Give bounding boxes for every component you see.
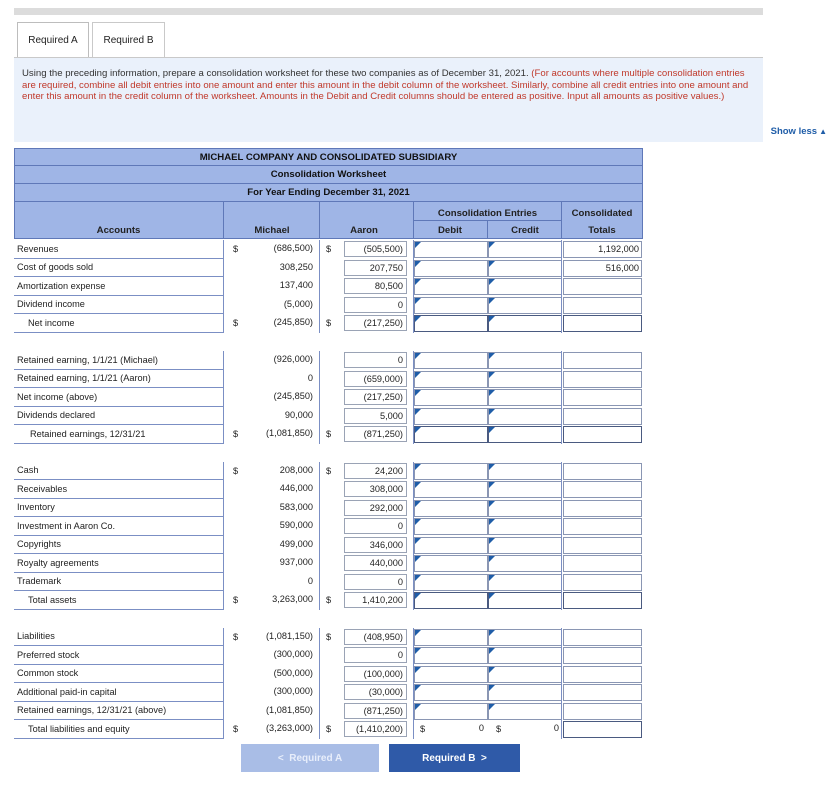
aaron-value: (871,250) xyxy=(344,426,407,442)
credit-input[interactable] xyxy=(488,463,562,480)
worksheet-row xyxy=(14,536,643,555)
flag-icon xyxy=(489,316,495,322)
flag-icon xyxy=(489,685,495,691)
consolidated-total-input[interactable] xyxy=(563,537,642,554)
aaron-value: (505,500) xyxy=(344,241,407,257)
aaron-value: (217,250) xyxy=(344,389,407,405)
credit-input[interactable] xyxy=(488,500,562,517)
flag-icon xyxy=(489,298,495,304)
worksheet-row xyxy=(14,425,643,444)
credit-input[interactable] xyxy=(488,241,562,258)
flag-icon xyxy=(415,685,421,691)
currency-symbol: $ xyxy=(326,724,332,734)
consolidated-total-input[interactable] xyxy=(563,481,642,498)
aaron-value: 207,750 xyxy=(344,260,407,276)
tab-required-a[interactable]: Required A xyxy=(17,22,89,58)
flag-icon xyxy=(489,593,495,599)
triangle-up-icon: ▲ xyxy=(819,127,827,136)
consolidated-total-input[interactable] xyxy=(563,408,642,425)
flag-icon xyxy=(489,261,495,267)
currency-symbol: $ xyxy=(233,244,239,254)
credit-input[interactable] xyxy=(488,555,562,572)
header-divider-4 xyxy=(487,220,488,239)
worksheet-row xyxy=(14,277,643,296)
worksheet-row xyxy=(14,462,643,481)
flag-icon xyxy=(415,593,421,599)
account-label: Common stock xyxy=(14,665,223,684)
currency-symbol: $ xyxy=(326,595,332,605)
michael-value: 590,000 xyxy=(279,520,313,530)
column-divider xyxy=(413,240,414,333)
aaron-value: 440,000 xyxy=(344,555,407,571)
flag-icon xyxy=(415,519,421,525)
credit-input[interactable] xyxy=(488,297,562,314)
column-divider xyxy=(319,462,320,610)
header-aaron: Aaron xyxy=(350,225,378,236)
column-divider xyxy=(319,240,320,333)
aaron-value: 80,500 xyxy=(344,278,407,294)
prev-required-a-button[interactable] xyxy=(241,744,379,772)
michael-value: 499,000 xyxy=(279,538,313,549)
consolidated-total-input[interactable] xyxy=(563,463,642,480)
flag-icon xyxy=(415,279,421,285)
consolidated-total-input[interactable] xyxy=(563,278,642,295)
consolidated-total-input[interactable] xyxy=(563,315,642,332)
aaron-value: 0 xyxy=(344,297,407,313)
consolidated-total-input[interactable] xyxy=(563,647,642,664)
header-debit: Debit xyxy=(438,225,462,236)
show-less-link[interactable] xyxy=(771,126,827,137)
show-less-label: Show less xyxy=(770,126,818,137)
tab-required-b[interactable]: Required B xyxy=(92,22,165,58)
consolidated-total-input[interactable] xyxy=(563,574,642,591)
flag-icon xyxy=(489,575,495,581)
debit-input[interactable] xyxy=(414,352,488,369)
header-consolidation-entries: Consolidation Entries xyxy=(437,208,538,219)
chevron-right-icon: > xyxy=(475,752,487,764)
worksheet-row xyxy=(14,296,643,315)
column-divider xyxy=(561,462,562,610)
worksheet-row xyxy=(14,573,643,592)
instructions-note: (For accounts where multiple consolidation entries are required, combine all debit entries into one amount and enter this amount in the debit column of the worksheet. Similarly, combine all credit entries into one amount and enter this amount in the credit column of the worksheet. Amounts in the Debit and Credit columns should be entered as positive. Input all amounts as positive values.) xyxy=(22,68,749,102)
flag-icon xyxy=(415,575,421,581)
credit-input[interactable] xyxy=(488,518,562,535)
debit-input[interactable] xyxy=(414,297,488,314)
michael-value: (1,081,850) xyxy=(266,704,313,715)
account-label: Dividend income xyxy=(14,296,223,315)
flag-icon xyxy=(489,409,495,415)
account-label: Retained earnings, 12/31/21 xyxy=(14,425,223,444)
worksheet-row xyxy=(14,480,643,499)
account-label: Receivables xyxy=(14,480,223,499)
debit-input[interactable] xyxy=(414,463,488,480)
flag-icon xyxy=(489,630,495,636)
michael-value: 0 xyxy=(307,575,313,586)
flag-icon xyxy=(415,409,421,415)
flag-icon xyxy=(489,519,495,525)
aaron-value: (659,000) xyxy=(344,371,407,387)
michael-value: (1,081,150) xyxy=(266,630,313,641)
credit-input[interactable] xyxy=(488,389,562,406)
credit-input[interactable] xyxy=(488,426,562,443)
worksheet-row xyxy=(14,370,643,389)
account-label: Additional paid-in capital xyxy=(14,683,223,702)
account-label: Trademark xyxy=(14,573,223,592)
currency-symbol: $ xyxy=(420,724,426,734)
debit-input[interactable] xyxy=(414,241,488,258)
worksheet-row xyxy=(14,314,643,333)
account-label: Copyrights xyxy=(14,536,223,555)
debit-input[interactable] xyxy=(414,684,488,701)
next-required-b-button[interactable] xyxy=(389,744,520,772)
aaron-value: 24,200 xyxy=(344,463,407,479)
michael-value: (3,263,000) xyxy=(266,723,313,733)
debit-input[interactable] xyxy=(414,647,488,664)
currency-symbol: $ xyxy=(233,429,239,439)
flag-icon xyxy=(415,501,421,507)
header-divider-2 xyxy=(319,202,320,239)
consolidated-total-input[interactable] xyxy=(563,703,642,720)
consolidated-total-input[interactable] xyxy=(563,666,642,683)
michael-value: (300,000) xyxy=(273,649,313,659)
instructions-main: Using the preceding information, prepare a consolidation worksheet for these two companies as of December 31, 2021. xyxy=(22,68,532,79)
flag-icon xyxy=(415,427,421,433)
worksheet-row xyxy=(14,240,643,259)
account-label: Liabilities xyxy=(14,628,223,647)
header-consolidated: Consolidated xyxy=(571,208,633,219)
debit-input[interactable] xyxy=(414,315,488,332)
worksheet-row xyxy=(14,702,643,721)
credit-input[interactable] xyxy=(488,703,562,720)
michael-value: 0 xyxy=(307,372,313,383)
account-label: Cash xyxy=(14,462,223,481)
michael-value: (500,000) xyxy=(273,667,313,678)
worksheet-row xyxy=(14,499,643,518)
worksheet-row xyxy=(14,259,643,278)
flag-icon xyxy=(415,353,421,359)
aaron-value: (871,250) xyxy=(344,703,407,719)
flag-icon xyxy=(489,482,495,488)
debit-input[interactable] xyxy=(414,371,488,388)
michael-value: 937,000 xyxy=(279,557,313,567)
michael-value: (686,500) xyxy=(273,243,313,253)
credit-input[interactable] xyxy=(488,278,562,295)
currency-symbol: $ xyxy=(326,318,332,328)
credit-input[interactable] xyxy=(488,371,562,388)
flag-icon xyxy=(489,372,495,378)
account-label: Retained earning, 1/1/21 (Aaron) xyxy=(14,370,223,389)
worksheet-row xyxy=(14,683,643,702)
header-credit: Credit xyxy=(511,225,539,236)
worksheet-row xyxy=(14,388,643,407)
aaron-value: (100,000) xyxy=(344,666,407,682)
debit-input[interactable] xyxy=(414,666,488,683)
credit-input[interactable] xyxy=(488,481,562,498)
account-label: Total liabilities and equity xyxy=(14,720,223,739)
column-divider xyxy=(561,351,562,444)
currency-symbol: $ xyxy=(326,429,332,439)
column-divider xyxy=(223,351,224,444)
credit-input[interactable] xyxy=(488,537,562,554)
debit-input[interactable] xyxy=(414,537,488,554)
currency-symbol: $ xyxy=(326,465,332,476)
aaron-value: (408,950) xyxy=(344,629,407,645)
consolidated-total-input[interactable] xyxy=(563,518,642,535)
consolidated-total-input[interactable]: 1,192,000 xyxy=(563,241,642,258)
michael-value: (5,000) xyxy=(283,298,313,309)
consolidated-total-input[interactable] xyxy=(563,629,642,646)
prev-label: Required A xyxy=(289,752,343,764)
consolidated-total-input[interactable] xyxy=(563,555,642,572)
aaron-value: (1,410,200) xyxy=(344,721,407,737)
worksheet-row xyxy=(14,646,643,665)
header-accounts: Accounts xyxy=(96,225,141,236)
worksheet-row xyxy=(14,517,643,536)
flag-icon xyxy=(489,464,495,470)
column-divider xyxy=(319,351,320,444)
currency-symbol: $ xyxy=(326,631,332,642)
consolidated-total-input[interactable] xyxy=(563,297,642,314)
account-label: Retained earning, 1/1/21 (Michael) xyxy=(14,351,223,370)
michael-value: (245,850) xyxy=(273,391,313,401)
aaron-value: 0 xyxy=(344,518,407,534)
header-divider-5 xyxy=(561,202,562,239)
column-divider xyxy=(223,462,224,610)
worksheet-period: For Year Ending December 31, 2021 xyxy=(14,184,643,202)
debit-total: 0 xyxy=(478,723,484,733)
account-label: Amortization expense xyxy=(14,277,223,296)
currency-symbol: $ xyxy=(233,465,239,476)
flag-icon xyxy=(415,556,421,562)
flag-icon xyxy=(489,279,495,285)
account-label: Cost of goods sold xyxy=(14,259,223,278)
currency-symbol: $ xyxy=(233,724,239,734)
flag-icon xyxy=(415,242,421,248)
consolidated-total-input[interactable] xyxy=(563,684,642,701)
header-michael: Michael xyxy=(254,225,290,236)
aaron-value: 308,000 xyxy=(344,481,407,497)
column-divider xyxy=(413,351,414,444)
currency-symbol: $ xyxy=(326,244,332,254)
flag-icon xyxy=(415,372,421,378)
flag-icon xyxy=(415,667,421,673)
credit-input[interactable] xyxy=(488,629,562,646)
debit-input[interactable] xyxy=(414,278,488,295)
debit-input[interactable] xyxy=(414,389,488,406)
worksheet-title: Consolidation Worksheet xyxy=(14,166,643,184)
column-divider xyxy=(413,462,414,610)
michael-value: (1,081,850) xyxy=(266,428,313,438)
aaron-value: 1,410,200 xyxy=(344,592,407,608)
entries-header-divider xyxy=(414,220,562,221)
flag-icon xyxy=(415,298,421,304)
flag-icon xyxy=(489,556,495,562)
credit-total: 0 xyxy=(553,723,559,733)
credit-input[interactable] xyxy=(488,647,562,664)
consolidated-total-input[interactable] xyxy=(563,592,642,609)
flag-icon xyxy=(489,538,495,544)
account-label: Dividends declared xyxy=(14,407,223,426)
flag-icon xyxy=(489,704,495,710)
consolidated-total-input[interactable] xyxy=(563,352,642,369)
account-label: Royalty agreements xyxy=(14,554,223,573)
michael-value: 137,400 xyxy=(279,280,313,290)
credit-input[interactable] xyxy=(488,260,562,277)
top-progress-bar xyxy=(14,8,763,15)
column-divider xyxy=(413,628,414,739)
michael-value: (926,000) xyxy=(273,354,313,364)
consolidated-total-input[interactable] xyxy=(563,721,642,738)
flag-icon xyxy=(489,667,495,673)
flag-icon xyxy=(489,648,495,654)
michael-value: 446,000 xyxy=(279,483,313,493)
flag-icon xyxy=(489,427,495,433)
header-divider-3 xyxy=(413,202,414,239)
michael-value: 583,000 xyxy=(279,501,313,512)
credit-input[interactable] xyxy=(488,352,562,369)
company-title: MICHAEL COMPANY AND CONSOLIDATED SUBSIDIARY xyxy=(14,148,643,166)
aaron-value: 5,000 xyxy=(344,408,407,424)
flag-icon xyxy=(415,538,421,544)
column-divider xyxy=(319,628,320,739)
flag-icon xyxy=(489,390,495,396)
worksheet-row xyxy=(14,554,643,573)
credit-input[interactable] xyxy=(488,408,562,425)
currency-symbol: $ xyxy=(496,724,502,734)
debit-input[interactable] xyxy=(414,574,488,591)
flag-icon xyxy=(415,316,421,322)
flag-icon xyxy=(415,464,421,470)
michael-value: (300,000) xyxy=(273,686,313,696)
currency-symbol: $ xyxy=(233,631,239,642)
credit-input[interactable] xyxy=(488,684,562,701)
currency-symbol: $ xyxy=(233,595,239,605)
debit-input[interactable] xyxy=(414,518,488,535)
debit-input[interactable] xyxy=(414,703,488,720)
account-label: Revenues xyxy=(14,240,223,259)
flag-icon xyxy=(415,390,421,396)
michael-value: 208,000 xyxy=(279,464,313,475)
next-label: Required B xyxy=(422,752,476,764)
michael-value: 3,263,000 xyxy=(272,594,313,604)
debit-input[interactable] xyxy=(414,408,488,425)
debit-input[interactable] xyxy=(414,481,488,498)
credit-input[interactable] xyxy=(488,315,562,332)
account-label: Retained earnings, 12/31/21 (above) xyxy=(14,702,223,721)
debit-input[interactable] xyxy=(414,260,488,277)
aaron-value: 0 xyxy=(344,352,407,368)
credit-input[interactable] xyxy=(488,592,562,609)
header-divider-1 xyxy=(223,202,224,239)
aaron-value: (217,250) xyxy=(344,315,407,331)
worksheet-row xyxy=(14,591,643,610)
consolidated-total-input[interactable] xyxy=(563,371,642,388)
consolidated-total-input[interactable] xyxy=(563,389,642,406)
worksheet-row xyxy=(14,665,643,684)
debit-input[interactable] xyxy=(414,426,488,443)
aaron-value: 0 xyxy=(344,647,407,663)
column-divider xyxy=(223,628,224,739)
flag-icon xyxy=(489,353,495,359)
column-divider xyxy=(561,628,562,739)
column-divider xyxy=(223,240,224,333)
consolidated-total-input[interactable] xyxy=(563,500,642,517)
account-label: Net income (above) xyxy=(14,388,223,407)
aaron-value: 0 xyxy=(344,574,407,590)
account-label: Investment in Aaron Co. xyxy=(14,517,223,536)
consolidated-total-input[interactable] xyxy=(563,426,642,443)
credit-input[interactable] xyxy=(488,574,562,591)
worksheet-row xyxy=(14,351,643,370)
worksheet-row xyxy=(14,720,643,739)
flag-icon xyxy=(415,704,421,710)
account-label: Total assets xyxy=(14,591,223,610)
aaron-value: 292,000 xyxy=(344,500,407,516)
account-label: Net income xyxy=(14,314,223,333)
header-totals: Totals xyxy=(588,225,616,236)
consolidated-total-input[interactable]: 516,000 xyxy=(563,260,642,277)
flag-icon xyxy=(489,242,495,248)
debit-input[interactable] xyxy=(414,592,488,609)
account-label: Inventory xyxy=(14,499,223,518)
debit-input[interactable] xyxy=(414,629,488,646)
flag-icon xyxy=(415,261,421,267)
flag-icon xyxy=(489,501,495,507)
worksheet-row xyxy=(14,407,643,426)
flag-icon xyxy=(415,648,421,654)
currency-symbol: $ xyxy=(233,318,239,328)
debit-input[interactable] xyxy=(414,555,488,572)
credit-input[interactable] xyxy=(488,666,562,683)
account-label: Preferred stock xyxy=(14,646,223,665)
chevron-left-icon: < xyxy=(277,752,290,764)
instructions-panel xyxy=(14,58,763,142)
michael-value: 308,250 xyxy=(279,261,313,272)
aaron-value: (30,000) xyxy=(344,684,407,700)
flag-icon xyxy=(415,482,421,488)
aaron-value: 346,000 xyxy=(344,537,407,553)
worksheet-row xyxy=(14,628,643,647)
michael-value: 90,000 xyxy=(284,409,313,420)
michael-value: (245,850) xyxy=(273,317,313,327)
flag-icon xyxy=(415,630,421,636)
debit-input[interactable] xyxy=(414,500,488,517)
column-divider xyxy=(561,240,562,333)
